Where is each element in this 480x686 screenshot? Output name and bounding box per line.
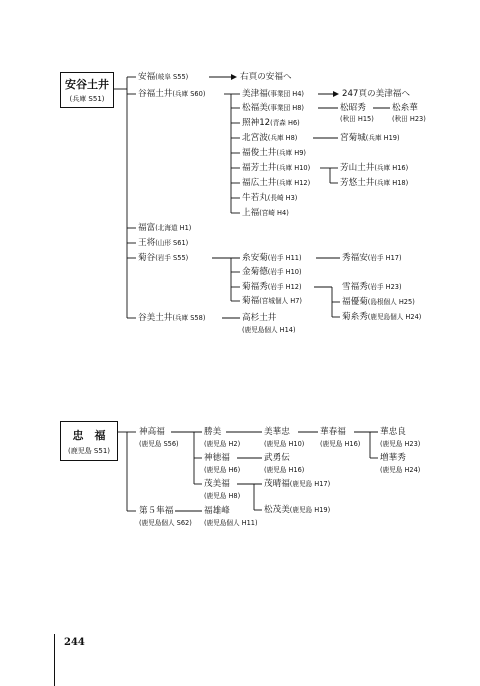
kid-matsufukumi: 松福美(事業団 H8) [242,103,304,113]
son-kikutani: 菊谷(岩手 S55) [138,253,189,263]
gggkid-kachuryo-sub: (鹿児島 H23) [380,440,421,448]
kid-takasugi-doi: 高杉土井 [242,313,277,323]
kid-shigemifuku: 茂美福 [204,479,230,489]
root-box-anya-doi [60,72,114,108]
kid-shigemifuku-sub: (鹿児島 H8) [204,492,241,500]
kid-ushiwakamaru: 牛若丸(長崎 H3) [242,193,298,203]
kid-itoyasukiku: 糸安菊(岩手 H11) [242,253,302,263]
kid-katsumi-sub: (鹿児島 H2) [204,440,241,448]
kid-katsumi: 勝美 [204,427,222,437]
root-origin: (兵庫 S51) [69,95,105,103]
gkid-fukuyuukiku: 福優菊(島根個人 H25) [342,297,415,307]
kid-fukuhiro-doi: 福広土井(兵庫 H12) [242,178,311,188]
kid-shoujin12: 照神12(青森 H6) [242,118,300,128]
kid-fukutoshi-doi: 福俊土井(兵庫 H9) [242,148,306,158]
anfuku-note: 右頁の安福へ [240,72,292,82]
gkid-matsushigemi: 松茂美(鹿児島 H19) [264,505,331,515]
son-fukutomi: 福富(北海道 H1) [138,223,192,233]
gkid-yoshiyu-doi: 芳悠土井(兵庫 H18) [340,178,409,188]
kid-uefuku: 上福(宮崎 H4) [242,208,289,218]
son-kamitakafuku-sub: (鹿児島 S56) [139,440,179,448]
gkid-mikachu: 美華忠 [264,427,290,437]
kid-kinkikutoku: 金菊德(岩手 H10) [242,267,302,277]
kid-kitamiyanami: 北宮波(兵庫 H8) [242,133,298,143]
gkid-hidefukuyasu: 秀福安(岩手 H17) [342,253,402,263]
ggkid-kaharufuku: 華春福 [320,427,346,437]
son-dai5-hayabusafuku-sub: (鹿児島個人 S62) [139,519,192,527]
gggkid-kachuryo: 華忠良 [380,427,406,437]
kid-kikufuku: 菊福(宮城個人 H7) [242,296,302,306]
kid-mitsufuku: 美津福(事業団 H4) [242,89,304,99]
gkid-yoshiyama-doi: 芳山土井(兵庫 H16) [340,163,409,173]
gggkid-masukahide-sub: (鹿児島 H24) [380,466,421,474]
gkid-buyuden-sub: (鹿児島 H16) [264,466,305,474]
kid-takasugi-doi-sub: (鹿児島個人 H14) [242,326,296,334]
page-number: 244 [64,637,85,648]
son-ousho: 王将(山形 S61) [138,238,189,248]
gkid-miyakikujo: 宮菊城(兵庫 H19) [340,133,400,143]
gkid-matsushohide: 松昭秀 [340,103,366,113]
root-name: 忠 福 [72,429,106,442]
son-tanimi-doi: 谷美土井(兵庫 S58) [138,313,206,323]
kid-fukuyuho: 福雄峰 [204,506,230,516]
gkid-shigeharufuku: 茂晴福(鹿児島 H17) [264,479,331,489]
son-anfuku: 安福(岐阜 S55) [138,72,189,82]
gkid-mikachu-sub: (鹿児島 H10) [264,440,305,448]
gggkid-masukahide: 増華秀 [380,453,406,463]
mitsufuku-note: 247頁の美津福へ [342,89,410,99]
son-kamitakafuku: 神高福 [139,427,165,437]
gkid-yukifukuhide: 雪福秀(岩手 H23) [342,282,402,292]
ggkid-matsuitoka-sub: (秋田 H23) [392,115,426,123]
kid-kikufukuhide: 菊福秀(岩手 H12) [242,282,302,292]
root-origin: (鹿児島 S51) [67,447,111,455]
root-box-chufuku [60,421,118,461]
kid-kamitokufuku: 神徳福 [204,453,230,463]
gkid-matsushohide-sub: (秋田 H15) [340,115,374,123]
ggkid-matsuitoka: 松糸華 [392,103,418,113]
kid-fukuyuho-sub: (鹿児島個人 H11) [204,519,258,527]
kid-kamitokufuku-sub: (鹿児島 H6) [204,466,241,474]
ggkid-kaharufuku-sub: (鹿児島 H16) [320,440,361,448]
gkid-kikuitohide: 菊糸秀(鹿児島個人 H24) [342,312,422,322]
son-tanifuku-doi: 谷福土井(兵庫 S60) [138,89,206,99]
margin-rule [54,634,55,686]
kid-fukuyoshi-doi: 福芳土井(兵庫 H10) [242,163,311,173]
gkid-buyuden: 武勇伝 [264,453,290,463]
root-name: 安谷土井 [65,78,109,91]
son-dai5-hayabusafuku: 第５隼福 [139,506,174,516]
